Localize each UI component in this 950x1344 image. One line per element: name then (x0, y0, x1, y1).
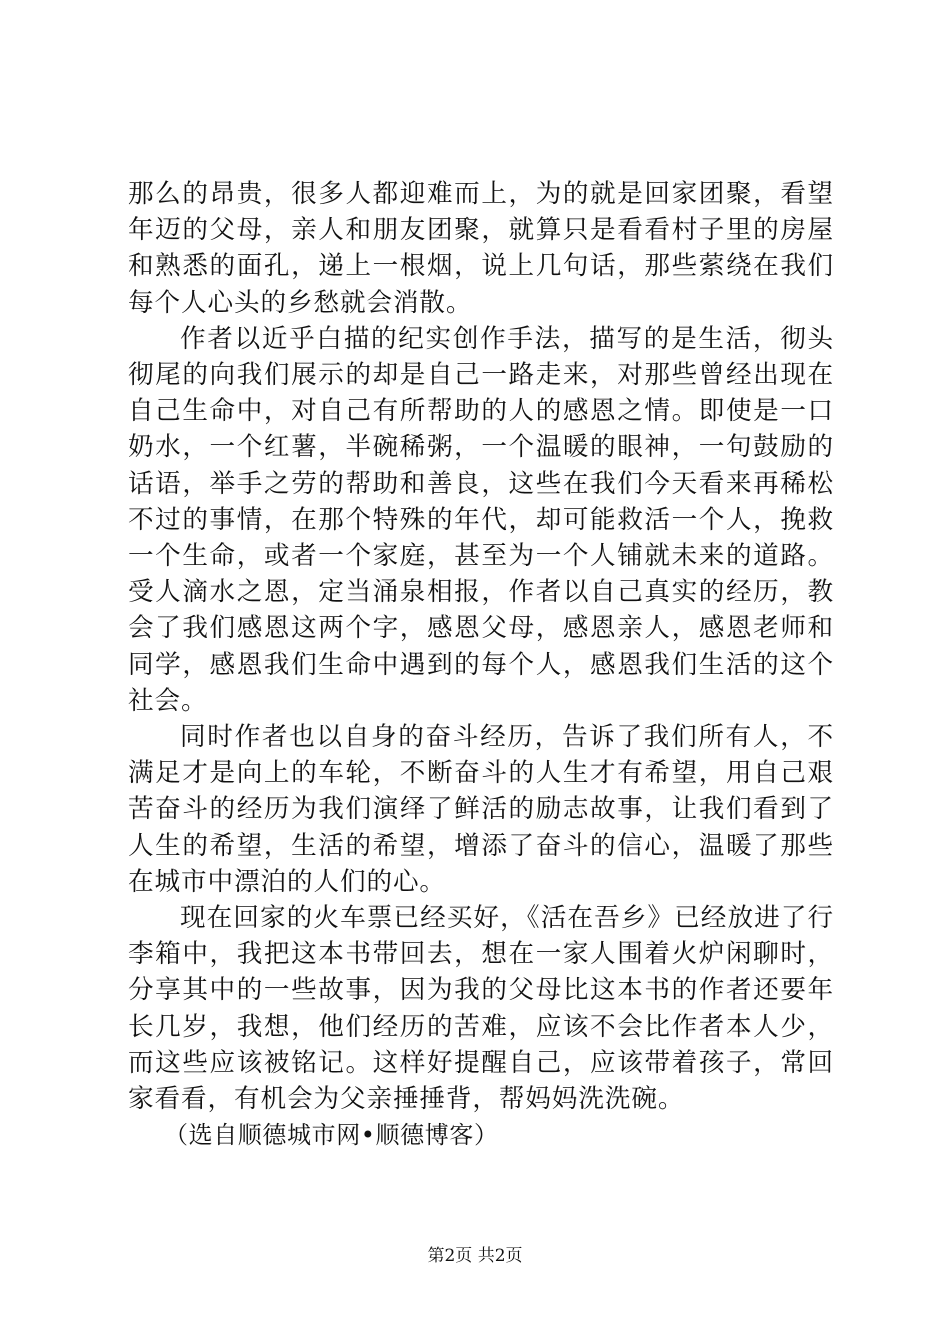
article-body (128, 176, 834, 1153)
source-citation: （选自顺德城市网•顺德博客） (164, 1121, 499, 1150)
page-number-footer: 第2页 共2页 (427, 1246, 523, 1266)
paragraph-struggle: 同时作者也以自身的奋斗经历，告诉了我们所有人，不满足才是向上的车轮，不断奋斗的人生才有希望，用自己艰苦奋斗的经历为我们演绎了鲜活的励志故事，让我们看到了人生的希望，生活的希望，增添了奋斗的信心，温暖了那些在城市中漂泊的人们的心。 (128, 722, 834, 897)
paragraph-gratitude: 作者以近乎白描的纪实创作手法，描写的是生活，彻头彻尾的向我们展示的却是自己一路走来，对那些曾经出现在自己生命中，对自己有所帮助的人的感恩之情。即使是一口奶水，一个红薯，半碗稀粥，一个温暖的眼神，一句鼓励的话语，举手之劳的帮助和善良，这些在我们今天看来再稀松不过的事情，在那个特殊的年代，却可能救活一个人，挽救一个生命，或者一个家庭，甚至为一个人铺就未来的道路。受人滴水之恩，定当涌泉相报，作者以自己真实的经历，教会了我们感恩这两个字，感恩父母，感恩亲人，感恩老师和同学，感恩我们生命中遇到的每个人，感恩我们生活的这个社会。 (128, 323, 834, 716)
paragraph-continuation: 那么的昂贵，很多人都迎难而上，为的就是回家团聚，看望年迈的父母，亲人和朋友团聚，就算只是看看村子里的房屋和熟悉的面孔，递上一根烟，说上几句话，那些萦绕在我们每个人心头的乡愁就会消散。 (128, 179, 834, 318)
paragraph-going-home: 现在回家的火车票已经买好，《活在吾乡》已经放进了行李箱中，我把这本书带回去，想在一家人围着火炉闲聊时，分享其中的一些故事，因为我的父母比这本书的作者还要年长几岁，我想，他们经历的苦难，应该不会比作者本人少，而这些应该被铭记。这样好提醒自己，应该带着孩子，常回家看看，有机会为父亲捶捶背，帮妈妈洗洗碗。 (128, 903, 834, 1115)
